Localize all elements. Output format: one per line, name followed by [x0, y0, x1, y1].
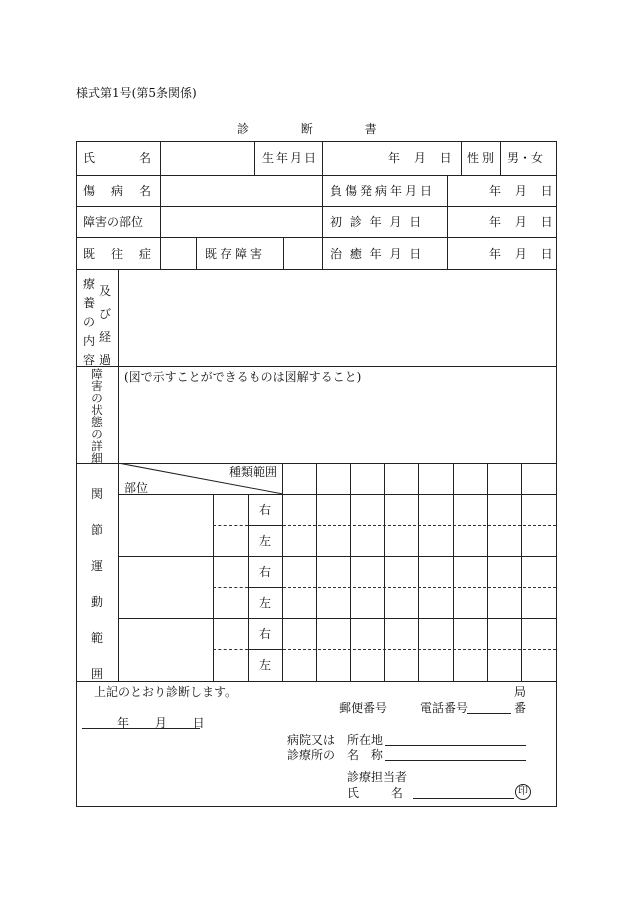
injury-field[interactable]	[161, 176, 321, 206]
postal-label: 郵便番号	[339, 701, 388, 715]
seal-mark: 印	[515, 784, 531, 800]
joint2-left: 左	[259, 596, 272, 610]
cure-label: 治 癒 年 月 日	[330, 247, 422, 261]
joint3-left: 左	[259, 658, 272, 672]
frame-bottom	[76, 806, 557, 807]
injury-date-label: 負傷発病年月日	[330, 184, 436, 198]
detail-field[interactable]	[119, 386, 555, 462]
sex-options[interactable]: 男・女	[507, 151, 544, 165]
injury-label: 傷 病 名	[83, 184, 151, 198]
address-label: 所在地	[347, 733, 384, 747]
dob-label: 生年月日	[262, 151, 319, 165]
footer-date: 年 月 日	[117, 716, 205, 730]
joint3-right: 右	[259, 627, 272, 641]
history-field[interactable]	[161, 238, 195, 269]
phone-label: 電話番号	[420, 701, 469, 715]
dob-ymd: 年 月 日	[388, 151, 452, 165]
existing-label: 既存障害	[205, 247, 266, 261]
hospital-line1: 病院又は	[287, 733, 336, 747]
joint-label: 関節運動範囲	[90, 487, 103, 681]
detail-label: 障害の状態の詳細	[91, 367, 103, 465]
injury-date-ymd[interactable]: 年 月 日	[489, 184, 553, 198]
course-field[interactable]	[119, 270, 555, 365]
footer-date-line[interactable]	[82, 728, 200, 729]
doctor-name-field[interactable]	[413, 798, 514, 799]
frame-top	[76, 141, 557, 142]
history-label: 既 往 症	[83, 247, 151, 261]
name-field[interactable]	[161, 142, 253, 175]
name-label: 氏 名	[83, 151, 151, 165]
joint-header-top: 種類範囲	[229, 465, 278, 479]
course-label-col1: 療養の内容	[82, 277, 95, 367]
form-label: 様式第1号(第5条関係)	[76, 86, 197, 100]
frame-right	[556, 141, 557, 806]
address-field[interactable]	[385, 745, 526, 746]
joint2-right: 右	[259, 565, 272, 579]
doctor-name-label: 氏 名	[347, 786, 403, 800]
first-visit-ymd[interactable]: 年 月 日	[489, 215, 553, 229]
sex-label: 性別	[467, 151, 498, 165]
site-label: 障害の部位	[83, 215, 144, 229]
doctor-label: 診療担当者	[347, 770, 408, 784]
phone-field[interactable]	[467, 713, 511, 714]
kyoku-label: 局	[514, 685, 527, 699]
detail-note: (図で示すことができるものは図解すること)	[124, 370, 362, 384]
course-label-col2: 及び経過	[98, 284, 111, 367]
site-field[interactable]	[161, 207, 321, 237]
document-title: 診 断 書	[237, 122, 401, 136]
facility-name-field[interactable]	[385, 760, 526, 761]
first-visit-label: 初 診 年 月 日	[330, 215, 422, 229]
cure-ymd[interactable]: 年 月 日	[489, 247, 553, 261]
frame-left	[76, 141, 77, 806]
joint1-left: 左	[259, 534, 272, 548]
joint1-right: 右	[259, 503, 272, 517]
hospital-line2: 診療所の	[287, 748, 336, 762]
statement: 上記のとおり診断します。	[94, 685, 238, 699]
joint-header-bottom: 部位	[124, 481, 149, 495]
ban-label: 番	[514, 701, 527, 715]
existing-field[interactable]	[284, 238, 321, 269]
facility-name-label: 名 称	[347, 748, 383, 762]
